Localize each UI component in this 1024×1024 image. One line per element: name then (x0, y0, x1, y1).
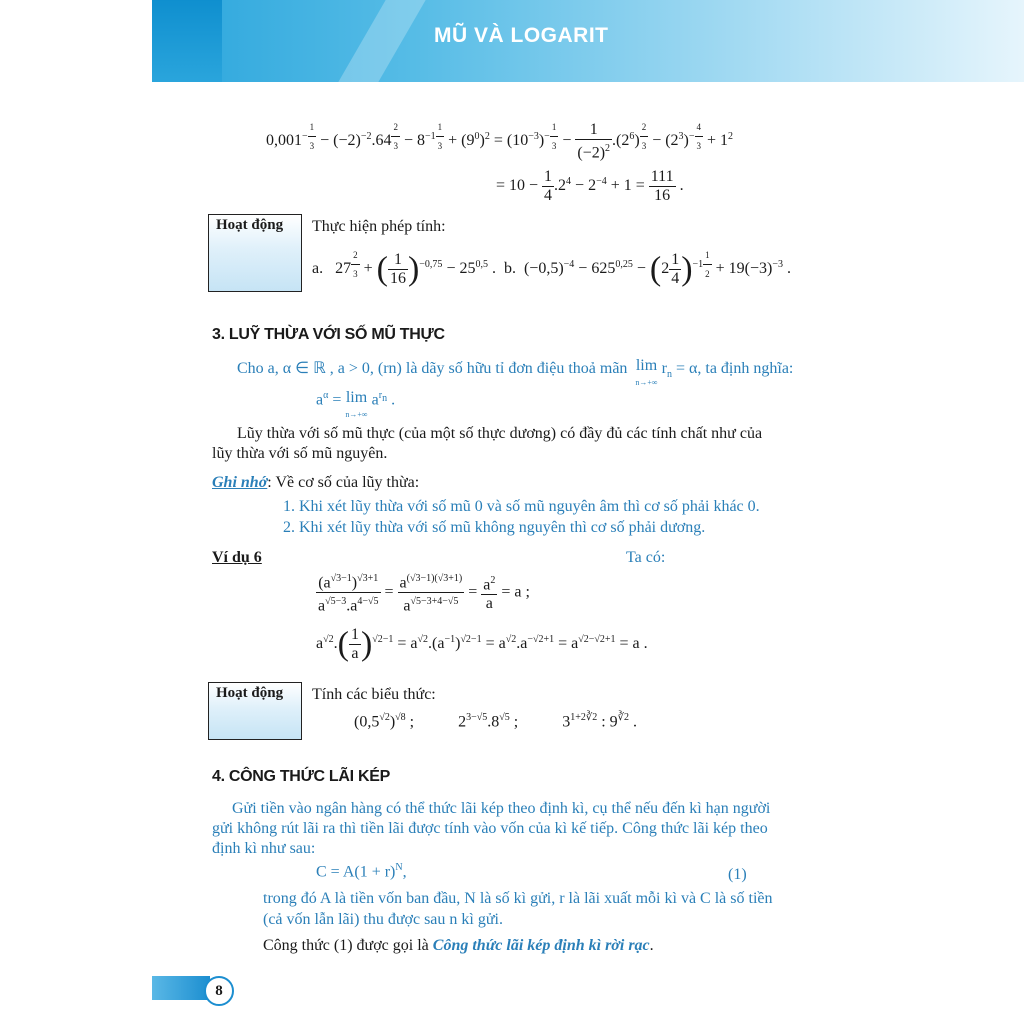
example-6-label: Ví dụ 6 (212, 549, 262, 566)
compound-interest-formula: $C = A(1 + r)^N$, (316, 862, 407, 881)
definition-text: Cho a, α ∈ ℝ , a > 0, (rn) là dãy số hữu tỉ đơn điệu thoả mãn (237, 360, 628, 377)
activity-label-2: Hoạt động (216, 685, 284, 701)
result-denominator: 16 (654, 187, 671, 204)
example-6-formula-2: $a^{√2}$.( $\frac{1}{a}$ )$^{√2-1} = a^{√2}.(a^{-1})^{√2-1} = a^{√2}.a^{-√2+1} = a^{√2-√2+1} = a$ . (316, 625, 648, 663)
closing-prefix: Công thức (1) được gọi là (263, 937, 429, 954)
example-6-formula-1: $\frac{(a^{√3-1})^{√3+1}}{a^{√5-3}.a^{4-√5}}$ = $\frac{a^{(√3-1)(√3+1)}}{a^{√5-3+4-√5}}$ = $\frac{a^2}{a}$ = a ; (316, 570, 530, 616)
section-4-closing (263, 937, 654, 955)
section-3-definition: Cho a, α ∈ ℝ , a > 0, (rn) là dãy số hữu tỉ đơn điệu thoả mãn lim n→+∞ $r_n = \alpha$, ta định nghĩa: (237, 357, 794, 387)
section-3-heading: 3. LUỸ THỪA VỚI SỐ MŨ THỰC (212, 326, 445, 343)
note-line (212, 474, 419, 492)
activity-box-1 (208, 214, 302, 292)
banner-decoration (338, 0, 425, 82)
note-text: : Về cơ số của lũy thừa: (267, 474, 420, 491)
page-number-tab (152, 976, 210, 1000)
activity-box-2 (208, 682, 302, 740)
closing-term: Công thức lãi kép định kì rời rạc (432, 937, 650, 954)
section-4-intro-3: định kì như sau: (212, 840, 316, 857)
activity-1-exercises: a. 27 $^{\frac{2}{3}}$ + ( $\frac{1}{16}$ )$^{-0,75} - 25^{0,5}$ . b. $(-0,5)^{-4} - 625^{0,25} - (2$ $\frac{1}{4}$ )$^{-1 \frac{1}{2}}$ + $19(-3)^{-3}$ . (312, 246, 791, 288)
page-number: 8 (204, 976, 234, 1006)
chapter-title: MŨ VÀ LOGARIT (434, 24, 609, 47)
calc-line-2-start: = 10 − (496, 177, 539, 195)
section-4-explain-2: (cả vốn lẫn lãi) thu được sau n kì gửi. (263, 911, 503, 928)
formula-number: (1) (728, 866, 747, 883)
header-banner (152, 0, 1024, 82)
definition-formula: $a^\alpha = \lim$ n→+∞ $a^{r_n}$ . (316, 389, 396, 419)
calc-line-2: = 10 − $\frac{1}{4}$ $.2^4 - 2^{-4} + 1$ = $\frac{111}{16}$ . (496, 168, 684, 204)
activity-label-1: Hoạt động (216, 217, 284, 233)
note-item-1: 1. Khi xét lũy thừa với số mũ 0 và số mũ nguyên âm thì cơ số phải khác 0. (283, 498, 760, 515)
result-numerator: 111 (650, 168, 674, 185)
activity-2-prompt: Tính các biểu thức: (312, 686, 436, 703)
section-4-intro-2: gửi không rút lãi ra thì tiền lãi được tính vào vốn của kì kế tiếp. Công thức lãi kép theo (212, 820, 768, 837)
section-4-intro-1: Gửi tiền vào ngân hàng có thể thức lãi kép theo định kì, cụ thể nếu đến kì hạn người (232, 800, 771, 817)
activity-2-exercises: $(0,5^{√2})^{√8}$ ; $2^{3-√5}.8^{√5}$ ; $3^{1+2∛2}$ : $9^{∛2}$ . (354, 712, 638, 731)
section-4-explain-1: trong đó A là tiền vốn ban đầu, N là số kì gửi, r là lãi xuất mỗi kì và C là số tiền (263, 890, 773, 907)
example-6-intro: Ta có: (626, 549, 666, 566)
note-item-2: 2. Khi xét lũy thừa với số mũ không nguyên thì cơ số phải dương. (283, 519, 706, 536)
section-4-heading: 4. CÔNG THỨC LÃI KÉP (212, 768, 390, 785)
definition-end: , ta định nghĩa: (697, 360, 794, 377)
activity-1-prompt: Thực hiện phép tính: (312, 218, 446, 235)
closing-suffix: . (649, 937, 654, 954)
calc-line-1: $0,001^{- \frac{1}{3}}$ − $(-2)^{-2}.64$ $^{\frac{2}{3}}$ − $8^{-1 \frac{1}{3}}$ + $(9^0)^2 = (10^{-3})^{- \frac{1}{3}}$ − $\frac{1}{(-2)^2}$ $.(2^6)$ $^{\frac{2}{3}}$ − $(2^3)^{- \frac{4}{3}}$ + $1^2$ (266, 118, 733, 162)
note-label: Ghi nhớ (212, 474, 268, 491)
section-3-paragraph-2: lũy thừa với số mũ nguyên. (212, 445, 388, 462)
banner-strip (152, 0, 222, 82)
section-3-paragraph: Lũy thừa với số mũ thực (của một số thực dương) có đầy đủ các tính chất như của (237, 425, 763, 442)
